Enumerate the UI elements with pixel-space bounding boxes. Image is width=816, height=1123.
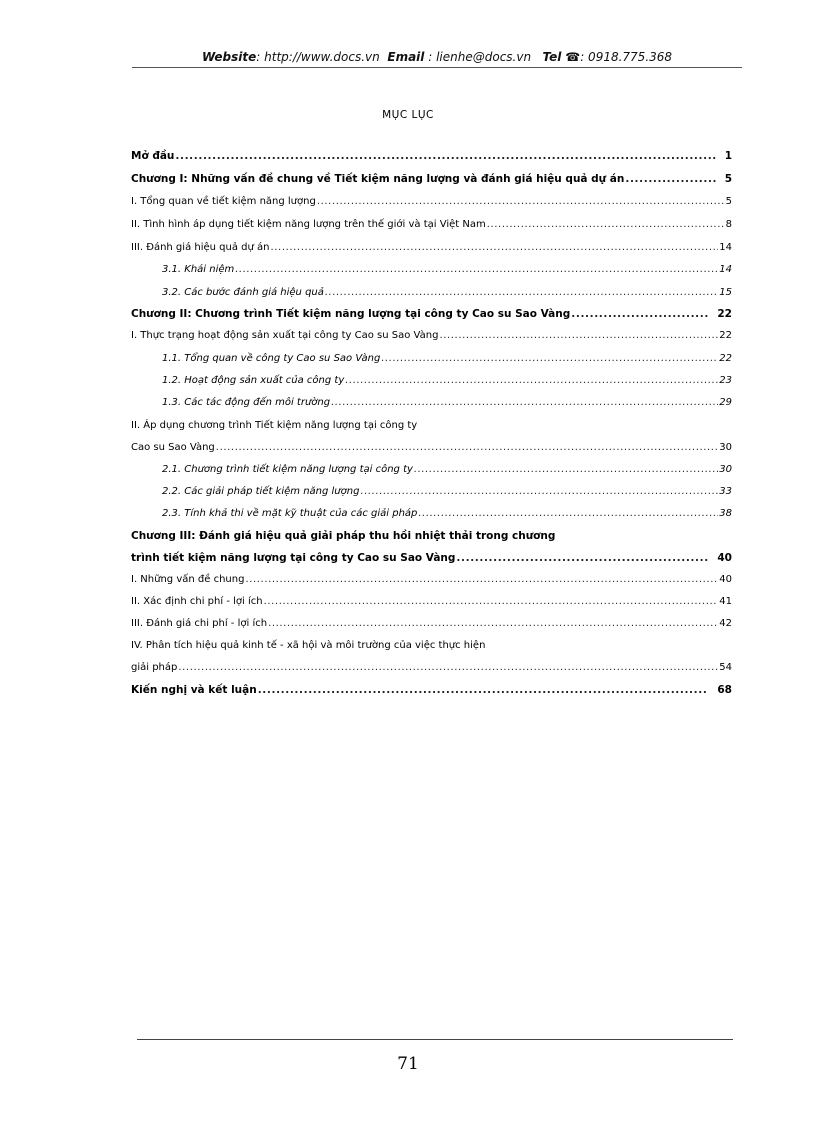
website-label: Website	[201, 50, 257, 64]
page-title: MỤC LỤC	[382, 109, 434, 121]
toc-entry-text: II. Xác định chi phí - lợi ích	[131, 596, 263, 607]
toc-leader	[414, 464, 718, 475]
toc-entry[interactable]	[131, 150, 732, 168]
toc-entry-page: 22	[717, 308, 732, 320]
toc-entry-text: 3.1. Khái niệm	[162, 264, 235, 275]
toc-leader	[216, 442, 718, 453]
toc-leader	[235, 264, 718, 275]
toc-entry-text: I. Tổng quan về tiết kiệm năng lượng	[131, 196, 316, 207]
toc-entry-page: 5	[724, 173, 732, 185]
toc-leader	[625, 173, 715, 185]
toc-leader	[270, 242, 718, 253]
toc-entry-page: 5	[725, 196, 732, 207]
toc-entry-text: Mở đầu	[131, 150, 175, 162]
page-number: 71	[397, 1054, 419, 1074]
toc-leader	[317, 196, 725, 207]
toc-entry-text: 1.3. Các tác động đến môi trường	[162, 397, 331, 408]
toc-entry-text: giải pháp	[131, 662, 178, 673]
toc-entry[interactable]	[131, 618, 732, 636]
toc-entry-page: 8	[725, 219, 732, 230]
header-divider	[132, 67, 742, 68]
toc-entry-page: 23	[719, 375, 732, 386]
toc-entry-text: I. Những vấn đề chung	[131, 574, 245, 585]
toc-entry[interactable]	[162, 287, 732, 305]
toc-entry[interactable]	[131, 684, 732, 702]
toc-leader	[331, 397, 718, 408]
toc-entry-text: Chương II: Chương trình Tiết kiệm năng lượng tại công ty Cao su Sao Vàng	[131, 308, 571, 320]
toc-entry-page: 42	[719, 618, 732, 629]
toc-entry[interactable]	[131, 420, 732, 438]
toc-leader	[258, 684, 709, 696]
toc-entry[interactable]	[162, 353, 732, 371]
toc-entry-page: 14	[719, 242, 732, 253]
toc-entry-page: 33	[719, 486, 732, 497]
toc-entry-text: I. Thực trạng hoạt động sản xuất tại công ty Cao su Sao Vàng	[131, 330, 439, 341]
toc-leader	[571, 308, 708, 320]
toc-entry[interactable]	[131, 330, 732, 348]
toc-leader	[456, 552, 708, 564]
toc-entry-page: 15	[719, 287, 732, 298]
toc-entry[interactable]	[131, 596, 732, 614]
toc-entry[interactable]	[131, 219, 732, 237]
toc-entry-text: 3.2. Các bước đánh giá hiệu quả	[162, 287, 324, 298]
footer-divider	[137, 1039, 733, 1040]
toc-entry-page: 29	[719, 397, 732, 408]
toc-entry-text: Kiến nghị và kết luận	[131, 684, 257, 696]
tel-value: : 0918.775.368	[580, 50, 673, 64]
toc-entry[interactable]	[162, 375, 732, 393]
toc-leader	[178, 662, 718, 673]
toc-entry[interactable]	[131, 640, 732, 658]
toc-entry-text: 2.1. Chương trình tiết kiệm năng lượng tại công ty	[162, 464, 413, 475]
toc-entry-page: 22	[719, 330, 732, 341]
toc-entry-text: 2.2. Các giải pháp tiết kiệm năng lượng	[162, 486, 360, 497]
toc-entry[interactable]	[131, 530, 732, 548]
toc-entry-text: II. Tình hình áp dụng tiết kiệm năng lượng trên thế giới và tại Việt Nam	[131, 219, 486, 230]
toc-entry-text: III. Đánh giá chi phí - lợi ích	[131, 618, 268, 629]
toc-entry[interactable]	[162, 486, 732, 504]
toc-entry-page: 40	[719, 574, 732, 585]
toc-entry-text: II. Áp dụng chương trình Tiết kiệm năng lượng tại công ty	[131, 420, 418, 431]
tel-label: Tel	[542, 50, 562, 64]
toc-leader	[360, 486, 718, 497]
toc-entry[interactable]	[162, 397, 732, 415]
toc-entry[interactable]	[131, 242, 732, 260]
toc-leader	[345, 375, 718, 386]
page-header	[132, 50, 742, 64]
toc-entry[interactable]	[131, 173, 732, 191]
toc-entry-text: trình tiết kiệm năng lượng tại công ty Cao su Sao Vàng	[131, 552, 456, 564]
toc-entry-page: 40	[717, 552, 732, 564]
toc-leader	[325, 287, 718, 298]
toc-leader	[381, 353, 718, 364]
toc-leader	[268, 618, 718, 629]
toc-entry[interactable]	[162, 264, 732, 282]
toc-entry-page: 14	[719, 264, 732, 275]
toc-entry-text: 1.2. Hoạt động sản xuất của công ty	[162, 375, 345, 386]
toc-leader	[439, 330, 718, 341]
toc-entry-page: 68	[717, 684, 732, 696]
toc-entry-text: Chương III: Đánh giá hiệu quả giải pháp thu hồi nhiệt thải trong chương	[131, 530, 556, 542]
toc-entry[interactable]	[131, 442, 732, 460]
toc-entry[interactable]	[131, 662, 732, 680]
website-value: : http://www.docs.vn	[256, 50, 380, 64]
toc-entry[interactable]	[131, 552, 732, 570]
toc-entry-page: 38	[719, 508, 732, 519]
toc-entry-text: Cao su Sao Vàng	[131, 442, 215, 453]
toc-entry-page: 41	[719, 596, 732, 607]
email-label: Email	[387, 50, 425, 64]
toc-entry[interactable]	[162, 464, 732, 482]
toc-entry[interactable]	[131, 196, 732, 214]
toc-leader	[418, 508, 718, 519]
toc-entry-page: 30	[719, 464, 732, 475]
toc-leader	[264, 596, 719, 607]
toc-leader	[487, 219, 725, 230]
toc-leader	[175, 150, 715, 162]
email-value: : lienhe@docs.vn	[428, 50, 532, 64]
toc-leader	[245, 574, 718, 585]
toc-entry[interactable]	[131, 308, 732, 326]
toc-entry-text: III. Đánh giá hiệu quả dự án	[131, 242, 270, 253]
phone-icon: ☎	[565, 50, 581, 64]
toc-entry[interactable]	[162, 508, 732, 526]
toc-entry-page: 1	[724, 150, 732, 162]
toc-entry[interactable]	[131, 574, 732, 592]
toc-entry-page: 30	[719, 442, 732, 453]
toc-entry-text: 2.3. Tính khả thi về mặt kỹ thuật của các giải pháp	[162, 508, 418, 519]
toc-entry-text: IV. Phân tích hiệu quả kinh tế - xã hội và môi trường của việc thực hiện	[131, 640, 486, 651]
toc-entry-text: Chương I: Những vấn đề chung về Tiết kiệm năng lượng và đánh giá hiệu quả dự án	[131, 173, 625, 185]
toc-entry-page: 22	[719, 353, 732, 364]
toc-entry-page: 54	[719, 662, 732, 673]
toc-entry-text: 1.1. Tổng quan về công ty Cao su Sao Vàng	[162, 353, 381, 364]
